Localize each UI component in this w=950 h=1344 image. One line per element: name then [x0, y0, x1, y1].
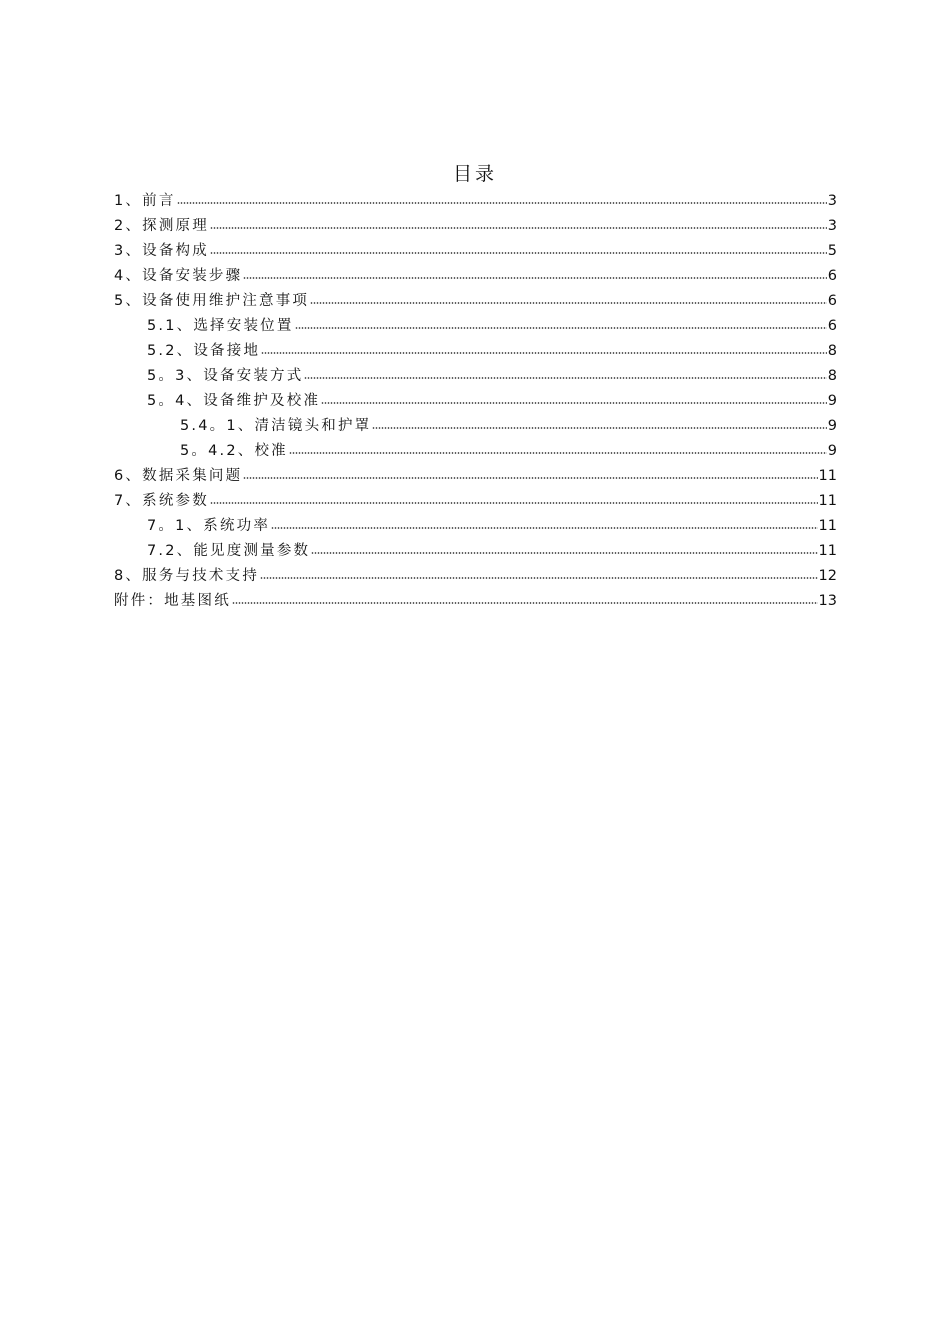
toc-entry-label: 6、数据采集问题 — [114, 468, 243, 484]
toc-entry-label: 4、设备安装步骤 — [114, 268, 243, 284]
toc-entry-page: 6 — [827, 268, 837, 284]
toc-entry-label: 5.2、设备接地 — [147, 343, 261, 359]
dot-leader — [304, 375, 826, 381]
toc-entry-page: 9 — [827, 443, 837, 459]
dot-leader — [321, 400, 827, 406]
dot-leader — [243, 475, 817, 481]
toc-entry-calibration[interactable] — [180, 436, 837, 461]
toc-entry-visibility-parameters[interactable] — [147, 536, 837, 561]
dot-leader — [210, 250, 827, 256]
toc-entry-label: 5、设备使用维护注意事项 — [114, 293, 310, 309]
toc-entry-label: 5.1、选择安装位置 — [147, 318, 294, 334]
dot-leader — [271, 525, 817, 531]
dot-leader — [232, 600, 818, 606]
toc-title: 目录 — [452, 163, 497, 185]
toc-entry-page: 5 — [827, 243, 837, 259]
toc-entry-equipment-composition[interactable] — [114, 236, 837, 261]
dot-leader — [311, 550, 817, 556]
toc-entry-page: 11 — [818, 518, 837, 534]
dot-leader — [210, 225, 827, 231]
toc-entry-system-parameters[interactable] — [114, 486, 837, 511]
toc-entry-page: 3 — [827, 218, 837, 234]
toc-entry-label: 5.4。1、清洁镜头和护罩 — [180, 418, 372, 434]
toc-entry-label: 5。4、设备维护及校准 — [147, 393, 321, 409]
toc-entry-label: 7、系统参数 — [114, 493, 209, 509]
toc-entry-page: 11 — [818, 493, 837, 509]
dot-leader — [260, 575, 818, 581]
toc-entry-label: 5。3、设备安装方式 — [147, 368, 304, 384]
toc-entry-page: 6 — [827, 318, 837, 334]
toc-entry-select-location[interactable] — [147, 311, 837, 336]
toc-entry-clean-lens[interactable] — [180, 411, 837, 436]
toc-entry-label: 3、设备构成 — [114, 243, 209, 259]
toc-entry-page: 8 — [827, 368, 837, 384]
toc-entry-label: 附件：地基图纸 — [114, 593, 231, 609]
dot-leader — [372, 425, 826, 431]
dot-leader — [177, 200, 827, 206]
toc-entry-maintenance-calibration[interactable] — [147, 386, 837, 411]
toc-entry-label: 1、前言 — [114, 193, 176, 209]
toc-entry-system-power[interactable] — [147, 511, 837, 536]
toc-entry-data-collection[interactable] — [114, 461, 837, 486]
toc-entry-installation-method[interactable] — [147, 361, 837, 386]
toc-entry-page: 11 — [818, 468, 837, 484]
toc-entry-label: 7.2、能见度测量参数 — [147, 543, 311, 559]
toc-entry-detection-principle[interactable] — [114, 211, 837, 236]
dot-leader — [289, 450, 827, 456]
toc-entry-grounding[interactable] — [147, 336, 837, 361]
dot-leader — [310, 300, 827, 306]
toc-entry-installation-steps[interactable] — [114, 261, 837, 286]
toc-entry-page: 6 — [827, 293, 837, 309]
toc-entry-label: 8、服务与技术支持 — [114, 568, 260, 584]
toc-entry-label: 2、探测原理 — [114, 218, 209, 234]
toc-entry-page: 9 — [827, 418, 837, 434]
toc-entry-page: 9 — [827, 393, 837, 409]
dot-leader — [243, 275, 826, 281]
dot-leader — [210, 500, 818, 506]
toc-entry-page: 11 — [818, 543, 837, 559]
toc-entry-preface[interactable] — [114, 186, 837, 211]
toc-entry-page: 3 — [827, 193, 837, 209]
toc-entry-page: 12 — [818, 568, 837, 584]
toc-entry-label: 7。1、系统功率 — [147, 518, 271, 534]
toc-entry-appendix-foundation-drawings[interactable] — [114, 586, 837, 611]
toc-entry-usage-maintenance[interactable] — [114, 286, 837, 311]
toc-entry-page: 8 — [827, 343, 837, 359]
toc-entry-label: 5。4.2、校准 — [180, 443, 288, 459]
dot-leader — [295, 325, 827, 331]
toc-entry-page: 13 — [818, 593, 837, 609]
dot-leader — [261, 350, 827, 356]
toc-entry-service-support[interactable] — [114, 561, 837, 586]
